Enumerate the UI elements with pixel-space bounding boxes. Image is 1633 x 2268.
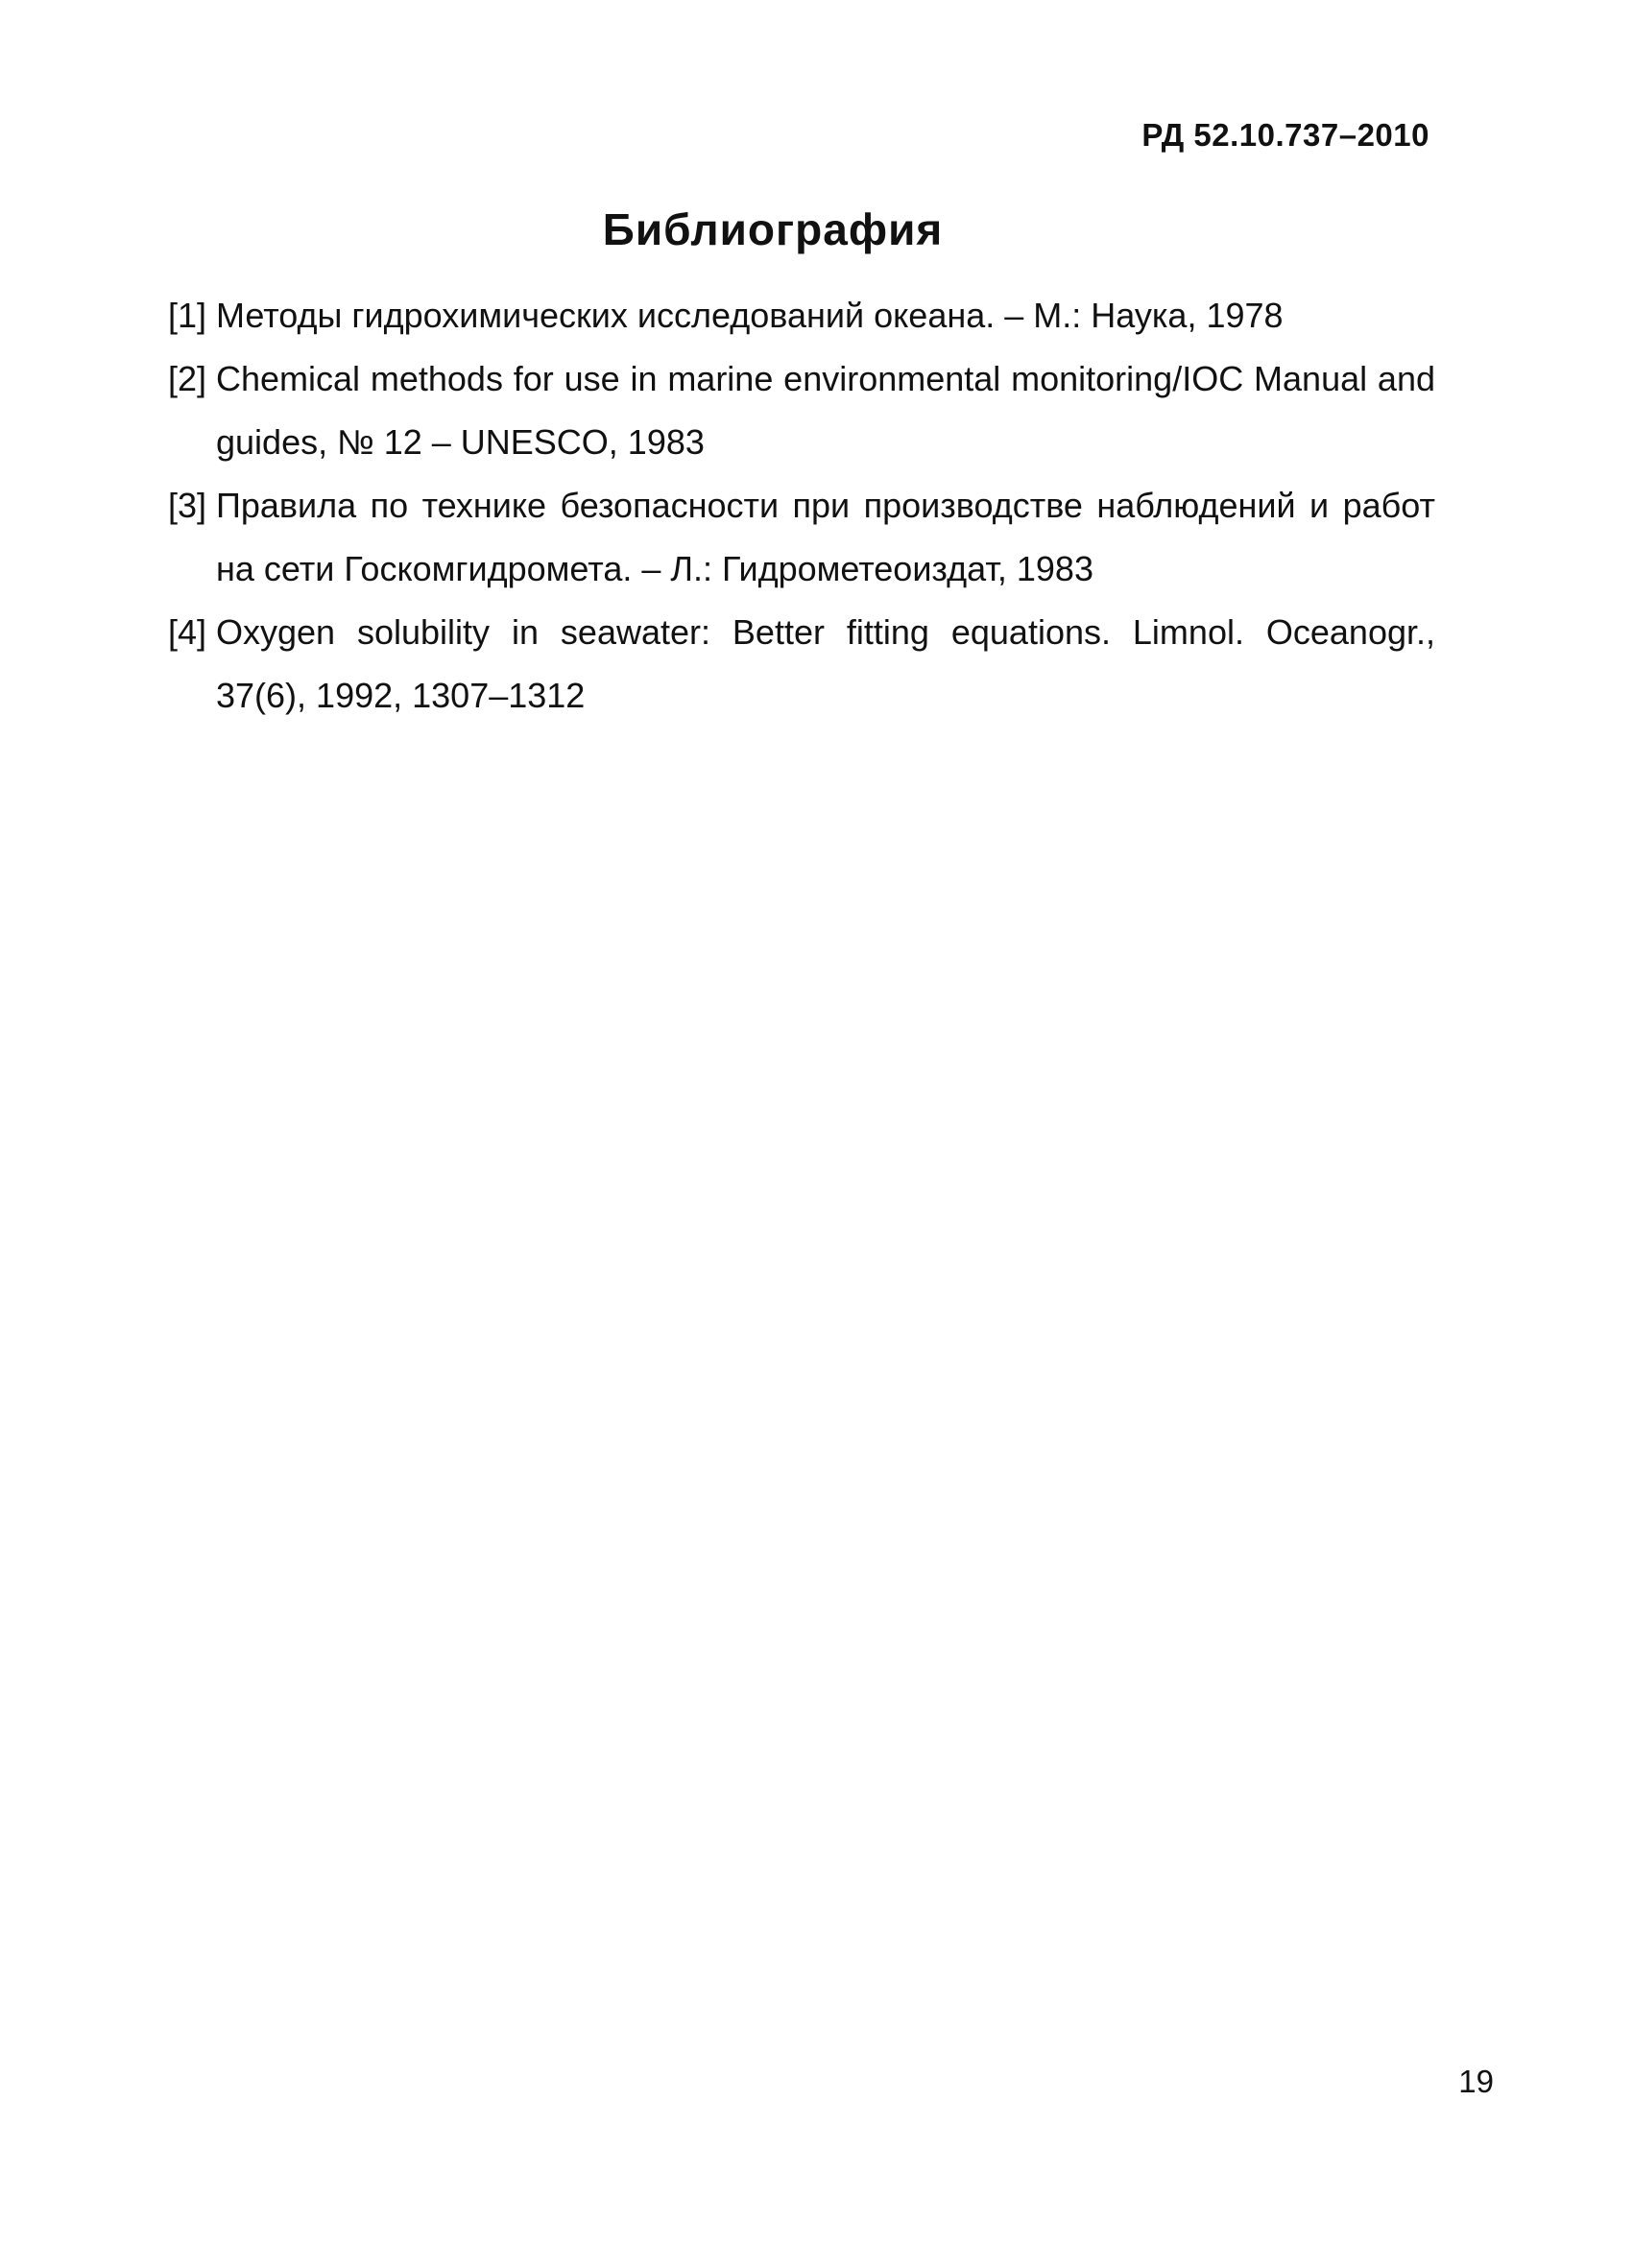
bibliography-item [168, 284, 1435, 347]
bibliography-item [168, 474, 1435, 601]
bibliography-number: [3] [168, 486, 207, 525]
page-number: 19 [1458, 2064, 1494, 2099]
bibliography-item [168, 347, 1435, 474]
bibliography-text: Методы гидрохимических исследований океана. – М.: Наука, 1978 [216, 296, 1284, 335]
bibliography-text: Oxygen solubility in seawater: Better fitting equations. Limnol. Oceanogr., 37(6), 1992, 1307–1312 [216, 612, 1435, 715]
bibliography-item [168, 601, 1435, 728]
bibliography-number: [4] [168, 612, 207, 652]
bibliography-number: [1] [168, 296, 207, 335]
section-title: Библиография [602, 204, 944, 254]
bibliography-text: Chemical methods for use in marine environmental monitoring/IOC Manual and guides, № 12 – UNESCO, 1983 [216, 359, 1435, 462]
document-code: РД 52.10.737–2010 [1141, 117, 1429, 153]
bibliography-text: Правила по технике безопасности при производстве наблюдений и работ на сети Госкомгидромета. – Л.: Гидрометеоиздат, 1983 [216, 486, 1435, 588]
bibliography-number: [2] [168, 359, 207, 398]
bibliography-list [168, 284, 1435, 728]
